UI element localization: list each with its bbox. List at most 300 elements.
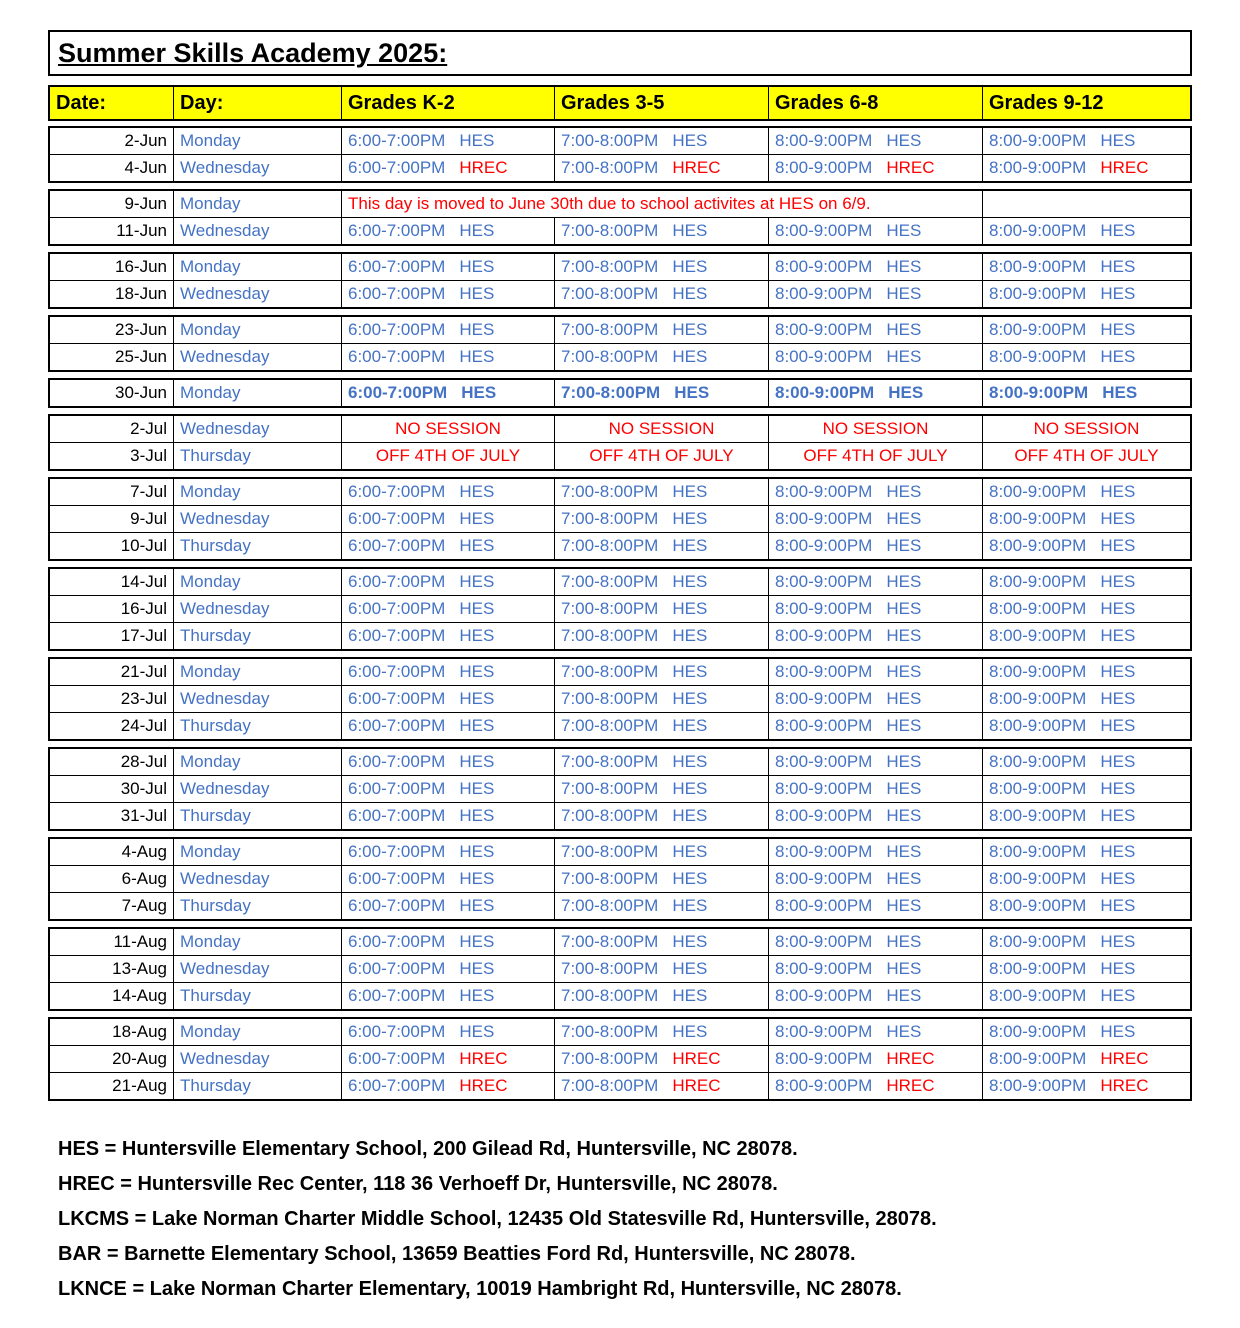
- session-cell: [983, 659, 1190, 685]
- session-time: 8:00-9:00PM: [989, 482, 1087, 501]
- session-location: HES: [886, 842, 922, 861]
- session-location: HES: [461, 383, 497, 402]
- session-location: HES: [1100, 536, 1136, 555]
- schedule-row: [50, 416, 1190, 442]
- schedule-row: [50, 892, 1190, 919]
- session-location: HES: [459, 626, 495, 645]
- session-time: 7:00-8:00PM: [561, 626, 659, 645]
- date-cell: 9-Jul: [50, 506, 174, 532]
- session-time: 6:00-7:00PM: [348, 482, 446, 501]
- session-cell: [555, 839, 769, 865]
- day-cell: Wednesday: [174, 281, 342, 307]
- session-location: HREC: [459, 1076, 508, 1095]
- session-location: HES: [1100, 959, 1136, 978]
- week-group: [48, 378, 1192, 408]
- special-session-cell: NO SESSION: [342, 416, 555, 442]
- session-time: 7:00-8:00PM: [561, 986, 659, 1005]
- session-cell: [342, 983, 555, 1009]
- session-location: HES: [672, 779, 708, 798]
- schedule-row: [50, 982, 1190, 1009]
- session-location: HES: [672, 752, 708, 771]
- session-time: 7:00-8:00PM: [561, 284, 659, 303]
- day-cell: Monday: [174, 839, 342, 865]
- session-location: HES: [886, 572, 922, 591]
- session-time: 8:00-9:00PM: [989, 752, 1087, 771]
- session-time: 6:00-7:00PM: [348, 842, 446, 861]
- session-time: 8:00-9:00PM: [989, 806, 1087, 825]
- session-cell: [555, 956, 769, 982]
- session-time: 6:00-7:00PM: [348, 509, 446, 528]
- session-cell: [769, 803, 983, 829]
- legend-line: BAR = Barnette Elementary School, 13659 Beatties Ford Rd, Huntersville, NC 28078.: [58, 1243, 856, 1265]
- session-time: 7:00-8:00PM: [561, 932, 659, 951]
- session-time: 6:00-7:00PM: [348, 1076, 446, 1095]
- week-group: [48, 189, 1192, 246]
- session-time: 6:00-7:00PM: [348, 1022, 446, 1041]
- session-cell: [342, 839, 555, 865]
- session-location: HES: [1100, 626, 1136, 645]
- session-location: HES: [886, 662, 922, 681]
- session-location: HES: [886, 1022, 922, 1041]
- session-cell: [342, 281, 555, 307]
- session-time: 8:00-9:00PM: [775, 1022, 873, 1041]
- session-location: HES: [886, 221, 922, 240]
- session-cell: [342, 1046, 555, 1072]
- special-session-cell: OFF 4TH OF JULY: [1014, 446, 1159, 465]
- session-time: 6:00-7:00PM: [348, 572, 446, 591]
- day-cell: Wednesday: [174, 506, 342, 532]
- session-time: 6:00-7:00PM: [348, 284, 446, 303]
- week-group: [48, 567, 1192, 651]
- session-time: 6:00-7:00PM: [348, 662, 446, 681]
- session-cell: [769, 929, 983, 955]
- session-cell: [769, 776, 983, 802]
- day-cell: Thursday: [174, 893, 342, 919]
- location-legend: [48, 1137, 1192, 1302]
- session-location: HES: [672, 869, 708, 888]
- session-cell: [555, 623, 769, 649]
- session-location: HES: [459, 842, 495, 861]
- session-location: HES: [459, 986, 495, 1005]
- session-cell: [555, 893, 769, 919]
- session-location: HES: [1100, 221, 1136, 240]
- session-time: 8:00-9:00PM: [775, 572, 873, 591]
- session-cell: [769, 281, 983, 307]
- session-location: HES: [1100, 509, 1136, 528]
- session-cell: [983, 254, 1190, 280]
- session-cell: [983, 155, 1190, 181]
- session-location: HES: [672, 221, 708, 240]
- page-title: Summer Skills Academy 2025:: [58, 37, 448, 68]
- date-cell: 17-Jul: [50, 623, 174, 649]
- session-time: 7:00-8:00PM: [561, 1076, 659, 1095]
- day-cell: Monday: [174, 749, 342, 775]
- session-cell: [342, 929, 555, 955]
- legend-line: HES = Huntersville Elementary School, 200 Gilead Rd, Huntersville, NC 28078.: [58, 1138, 798, 1160]
- session-time: 6:00-7:00PM: [348, 257, 446, 276]
- session-cell: [342, 155, 555, 181]
- session-time: 8:00-9:00PM: [775, 806, 873, 825]
- week-group: [48, 657, 1192, 741]
- schedule-row: [50, 749, 1190, 775]
- session-time: 8:00-9:00PM: [775, 689, 873, 708]
- session-cell: [983, 128, 1190, 154]
- session-time: 6:00-7:00PM: [348, 869, 446, 888]
- session-cell: [555, 1019, 769, 1045]
- session-cell: [342, 533, 555, 559]
- session-time: 6:00-7:00PM: [348, 932, 446, 951]
- session-time: 7:00-8:00PM: [561, 383, 661, 402]
- schedule-row: [50, 317, 1190, 343]
- session-location: HES: [886, 752, 922, 771]
- session-cell: [555, 713, 769, 739]
- session-location: HES: [1100, 1022, 1136, 1041]
- session-location: HES: [886, 986, 922, 1005]
- schedule-row: [50, 380, 1190, 406]
- date-cell: 14-Aug: [50, 983, 174, 1009]
- date-cell: 11-Aug: [50, 929, 174, 955]
- session-location: HES: [459, 599, 495, 618]
- session-location: HES: [672, 689, 708, 708]
- schedule-row: [50, 191, 1190, 217]
- date-cell: 16-Jul: [50, 596, 174, 622]
- special-session-cell: OFF 4TH OF JULY: [342, 443, 555, 469]
- date-cell: 6-Aug: [50, 866, 174, 892]
- session-cell: [769, 659, 983, 685]
- legend-line: LKCMS = Lake Norman Charter Middle School, 12435 Old Statesville Rd, Huntersville, 28078.: [58, 1208, 937, 1230]
- schedule-row: [50, 154, 1190, 181]
- session-time: 8:00-9:00PM: [775, 959, 873, 978]
- session-location: HREC: [886, 1076, 935, 1095]
- session-cell: [983, 893, 1190, 919]
- schedule-row: [50, 479, 1190, 505]
- session-time: 7:00-8:00PM: [561, 842, 659, 861]
- session-location: HES: [459, 662, 495, 681]
- session-cell: [983, 776, 1190, 802]
- col-header-grades-k2: Grades K-2: [342, 87, 555, 119]
- session-location: HES: [672, 131, 708, 150]
- session-time: 7:00-8:00PM: [561, 599, 659, 618]
- session-time: 8:00-9:00PM: [989, 221, 1087, 240]
- session-cell: [555, 128, 769, 154]
- session-time: 8:00-9:00PM: [989, 1049, 1087, 1068]
- session-location: HES: [1100, 689, 1136, 708]
- session-cell: [555, 1046, 769, 1072]
- schedule-row: [50, 659, 1190, 685]
- session-cell: [342, 893, 555, 919]
- session-cell: [555, 317, 769, 343]
- session-time: 8:00-9:00PM: [989, 383, 1089, 402]
- session-location: HES: [459, 1022, 495, 1041]
- session-time: 8:00-9:00PM: [775, 869, 873, 888]
- session-location: HES: [1100, 986, 1136, 1005]
- date-cell: 28-Jul: [50, 749, 174, 775]
- session-cell: [555, 929, 769, 955]
- date-cell: 24-Jul: [50, 713, 174, 739]
- session-time: 7:00-8:00PM: [561, 257, 659, 276]
- col-header-grades-6-8: Grades 6-8: [769, 87, 983, 119]
- session-cell: [769, 506, 983, 532]
- session-time: 7:00-8:00PM: [561, 752, 659, 771]
- session-location: HES: [459, 320, 495, 339]
- session-cell: [983, 749, 1190, 775]
- session-time: 8:00-9:00PM: [989, 536, 1087, 555]
- session-location: HREC: [886, 1049, 935, 1068]
- session-cell: [555, 533, 769, 559]
- session-location: HREC: [1100, 158, 1149, 177]
- day-cell: Monday: [174, 128, 342, 154]
- empty-session-cell: [983, 191, 1190, 217]
- session-time: 8:00-9:00PM: [775, 536, 873, 555]
- session-time: 8:00-9:00PM: [775, 842, 873, 861]
- session-cell: [342, 128, 555, 154]
- session-time: 6:00-7:00PM: [348, 959, 446, 978]
- session-location: HES: [672, 347, 708, 366]
- date-cell: 18-Aug: [50, 1019, 174, 1045]
- session-cell: [342, 506, 555, 532]
- session-time: 6:00-7:00PM: [348, 986, 446, 1005]
- session-time: 8:00-9:00PM: [775, 752, 873, 771]
- col-header-day: Day:: [174, 87, 342, 119]
- session-time: 6:00-7:00PM: [348, 158, 446, 177]
- schedule-row: [50, 955, 1190, 982]
- special-session-cell: OFF 4TH OF JULY: [555, 443, 769, 469]
- session-location: HES: [886, 689, 922, 708]
- session-cell: [555, 380, 769, 406]
- session-cell: [342, 776, 555, 802]
- day-cell: Wednesday: [174, 686, 342, 712]
- session-cell: [983, 983, 1190, 1009]
- date-cell: 7-Jul: [50, 479, 174, 505]
- session-location: HES: [459, 752, 495, 771]
- session-time: 8:00-9:00PM: [989, 509, 1087, 528]
- session-location: HES: [459, 509, 495, 528]
- session-cell: [342, 344, 555, 370]
- session-cell: [983, 533, 1190, 559]
- session-time: 8:00-9:00PM: [989, 320, 1087, 339]
- session-location: HES: [459, 806, 495, 825]
- session-cell: [983, 506, 1190, 532]
- day-cell: Wednesday: [174, 218, 342, 244]
- week-group: [48, 747, 1192, 831]
- day-cell: Monday: [174, 254, 342, 280]
- session-time: 8:00-9:00PM: [775, 1076, 873, 1095]
- session-cell: [769, 983, 983, 1009]
- session-location: HES: [886, 779, 922, 798]
- session-location: HES: [886, 716, 922, 735]
- session-time: 8:00-9:00PM: [989, 158, 1087, 177]
- day-cell: Wednesday: [174, 344, 342, 370]
- session-time: 7:00-8:00PM: [561, 896, 659, 915]
- session-cell: [342, 479, 555, 505]
- schedule-row: [50, 1045, 1190, 1072]
- session-location: HES: [459, 572, 495, 591]
- session-location: HES: [672, 662, 708, 681]
- date-cell: 10-Jul: [50, 533, 174, 559]
- session-cell: [342, 659, 555, 685]
- session-cell: [983, 479, 1190, 505]
- session-location: HES: [459, 689, 495, 708]
- session-cell: [983, 839, 1190, 865]
- special-session-cell: NO SESSION: [555, 416, 769, 442]
- session-time: 8:00-9:00PM: [989, 689, 1087, 708]
- schedule-row: [50, 929, 1190, 955]
- session-time: 8:00-9:00PM: [775, 932, 873, 951]
- session-location: HES: [886, 932, 922, 951]
- session-time: 8:00-9:00PM: [989, 842, 1087, 861]
- session-cell: [983, 380, 1190, 406]
- session-cell: [769, 344, 983, 370]
- session-cell: [555, 218, 769, 244]
- session-cell: [769, 1046, 983, 1072]
- session-time: 7:00-8:00PM: [561, 1049, 659, 1068]
- session-time: 6:00-7:00PM: [348, 896, 446, 915]
- session-cell: [983, 623, 1190, 649]
- week-group: [48, 126, 1192, 183]
- session-time: 8:00-9:00PM: [989, 347, 1087, 366]
- session-location: HES: [459, 284, 495, 303]
- date-cell: 4-Aug: [50, 839, 174, 865]
- session-time: 7:00-8:00PM: [561, 131, 659, 150]
- session-cell: [769, 479, 983, 505]
- schedule-row: [50, 802, 1190, 829]
- session-time: 7:00-8:00PM: [561, 221, 659, 240]
- session-time: 6:00-7:00PM: [348, 779, 446, 798]
- session-time: 7:00-8:00PM: [561, 536, 659, 555]
- session-cell: [555, 866, 769, 892]
- session-time: 6:00-7:00PM: [348, 131, 446, 150]
- session-cell: [555, 686, 769, 712]
- session-cell: [342, 254, 555, 280]
- session-time: 7:00-8:00PM: [561, 869, 659, 888]
- day-cell: Wednesday: [174, 1046, 342, 1072]
- session-location: HES: [1100, 662, 1136, 681]
- session-cell: [342, 1019, 555, 1045]
- session-location: HES: [672, 257, 708, 276]
- session-location: HES: [459, 131, 495, 150]
- session-cell: [342, 1073, 555, 1099]
- schedule-groups: [48, 126, 1192, 1101]
- session-location: HES: [672, 1022, 708, 1041]
- legend-line: LKNCE = Lake Norman Charter Elementary, 10019 Hambright Rd, Huntersville, NC 28078.: [58, 1278, 902, 1300]
- session-time: 7:00-8:00PM: [561, 779, 659, 798]
- session-time: 8:00-9:00PM: [989, 599, 1087, 618]
- session-location: HES: [886, 284, 922, 303]
- session-time: 8:00-9:00PM: [775, 158, 873, 177]
- session-cell: [342, 866, 555, 892]
- schedule-row: [50, 532, 1190, 559]
- schedule-row: [50, 595, 1190, 622]
- session-time: 6:00-7:00PM: [348, 806, 446, 825]
- date-cell: 16-Jun: [50, 254, 174, 280]
- session-cell: [555, 596, 769, 622]
- day-cell: Monday: [174, 479, 342, 505]
- special-session-cell: OFF 4TH OF JULY: [769, 443, 983, 469]
- session-cell: [555, 254, 769, 280]
- date-cell: 14-Jul: [50, 569, 174, 595]
- session-location: HES: [459, 257, 495, 276]
- session-cell: [983, 281, 1190, 307]
- date-cell: 30-Jul: [50, 776, 174, 802]
- session-time: 8:00-9:00PM: [775, 221, 873, 240]
- session-location: HREC: [672, 1076, 721, 1095]
- session-time: 8:00-9:00PM: [775, 662, 873, 681]
- session-cell: [769, 569, 983, 595]
- session-cell: [342, 569, 555, 595]
- session-cell: [769, 317, 983, 343]
- session-location: HES: [886, 131, 922, 150]
- date-cell: 9-Jun: [50, 191, 174, 217]
- day-cell: Monday: [174, 929, 342, 955]
- day-cell: Thursday: [174, 983, 342, 1009]
- session-time: 8:00-9:00PM: [989, 1022, 1087, 1041]
- day-cell: Monday: [174, 380, 342, 406]
- session-time: 8:00-9:00PM: [775, 284, 873, 303]
- table-header-row: [48, 85, 1192, 121]
- date-cell: 21-Jul: [50, 659, 174, 685]
- schedule-row: [50, 569, 1190, 595]
- session-location: HES: [672, 842, 708, 861]
- session-time: 8:00-9:00PM: [989, 284, 1087, 303]
- session-cell: [555, 776, 769, 802]
- date-cell: 13-Aug: [50, 956, 174, 982]
- session-location: HREC: [459, 1049, 508, 1068]
- session-location: HES: [1100, 572, 1136, 591]
- date-cell: 25-Jun: [50, 344, 174, 370]
- day-cell: Wednesday: [174, 155, 342, 181]
- session-location: HREC: [672, 1049, 721, 1068]
- session-location: HREC: [672, 158, 721, 177]
- session-location: HES: [459, 716, 495, 735]
- session-time: 8:00-9:00PM: [989, 869, 1087, 888]
- session-time: 8:00-9:00PM: [989, 896, 1087, 915]
- session-time: 8:00-9:00PM: [989, 986, 1087, 1005]
- session-time: 7:00-8:00PM: [561, 347, 659, 366]
- week-group: [48, 315, 1192, 372]
- date-cell: 23-Jul: [50, 686, 174, 712]
- session-time: 8:00-9:00PM: [775, 986, 873, 1005]
- session-cell: [769, 155, 983, 181]
- schedule-row: [50, 217, 1190, 244]
- session-cell: [342, 623, 555, 649]
- session-location: HES: [459, 536, 495, 555]
- session-location: HES: [672, 716, 708, 735]
- day-cell: Monday: [174, 1019, 342, 1045]
- session-cell: [769, 218, 983, 244]
- week-group: [48, 1017, 1192, 1101]
- session-cell: [983, 596, 1190, 622]
- session-location: HES: [672, 626, 708, 645]
- session-cell: [342, 749, 555, 775]
- session-time: 7:00-8:00PM: [561, 482, 659, 501]
- schedule-row: [50, 865, 1190, 892]
- session-location: HES: [886, 959, 922, 978]
- session-location: HES: [886, 320, 922, 339]
- session-cell: [555, 569, 769, 595]
- session-location: HES: [886, 626, 922, 645]
- day-cell: Thursday: [174, 443, 342, 469]
- session-time: 7:00-8:00PM: [561, 320, 659, 339]
- session-time: 6:00-7:00PM: [348, 320, 446, 339]
- session-location: HES: [888, 383, 924, 402]
- special-session-cell: NO SESSION: [1033, 419, 1140, 438]
- date-cell: 18-Jun: [50, 281, 174, 307]
- week-group: [48, 414, 1192, 471]
- session-location: HES: [459, 896, 495, 915]
- session-cell: [769, 749, 983, 775]
- session-time: 6:00-7:00PM: [348, 599, 446, 618]
- session-cell: [769, 596, 983, 622]
